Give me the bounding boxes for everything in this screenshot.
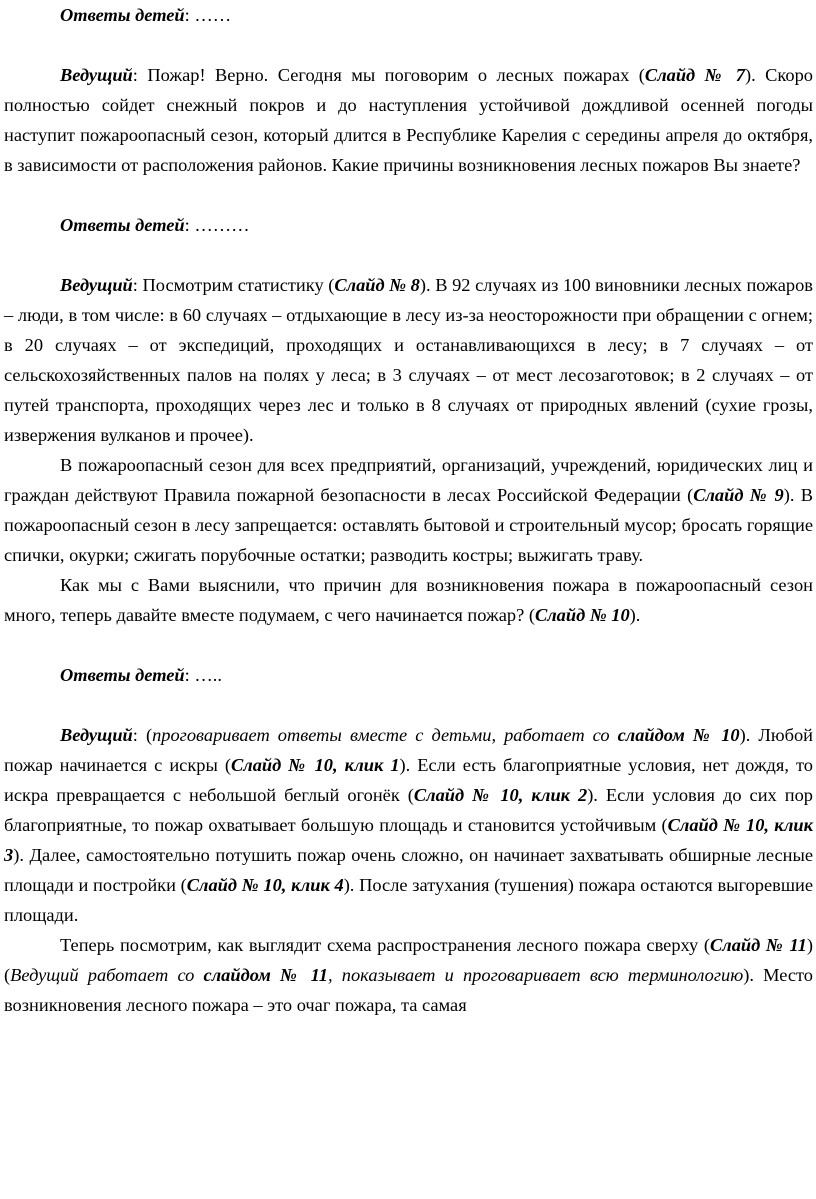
text: : Посмотрим статистику ( — [132, 275, 335, 295]
slide-ref: Слайд № 7 — [644, 65, 745, 85]
paragraph-fire-scheme — [4, 930, 813, 1020]
text: ). В пожароопасный сезон в лесу запрещается: оставлять бытовой и строительный мусор; бросать горящие спички, окурки; сжигать порубочные остатки; разводить костры; выжигать траву. — [4, 485, 813, 565]
slide-ref: Слайд № 9 — [693, 485, 784, 505]
text: ). После затухания (тушения) пожара остаются выгоревшие площади. — [4, 875, 813, 925]
blank-line — [4, 630, 813, 660]
stage-direction: проговаривает ответы вместе с детьми, работает со — [152, 725, 618, 745]
paragraph-fire-rules — [4, 450, 813, 570]
text: ). Любой пожар начинается с искры ( — [4, 725, 813, 775]
stage-direction: , показывает и проговаривает всю терминологию — [327, 965, 744, 985]
text: ). В 92 случаях из 100 виновники лесных пожаров – люди, в том числе: в 60 случаях – отдыхающие в лесу из-за неосторожности при обращении с огнем; в 20 случаях – от экспедиций, проходящих и останавливающихся в лесу; в 7 случаях – от сельскохозяйственных палов на полях у леса; в 3 случаях – от мест лесозаготовок; в 2 случаях – от путей транспорта, проходящих через лес и только в 8 случаях от природных явлений (сухие грозы, извержения вулканов и прочее). — [4, 275, 813, 445]
text: ). Место возникновения лесного пожара – это очаг пожара, та самая — [4, 965, 814, 1015]
paragraph-children-answers-2 — [4, 210, 813, 240]
text: Как мы с Вами выяснили, что причин для возникновения пожара в пожароопасный сезон много, теперь давайте вместе подумаем, с чего начинается пожар? ( — [4, 575, 813, 625]
slide-ref: Слайд № 8 — [334, 275, 420, 295]
blank-line — [4, 690, 813, 720]
slide-ref: Слайд № 10, клик 3 — [4, 815, 813, 865]
text: : ……… — [184, 215, 250, 235]
speaker-label: Ответы детей — [60, 5, 185, 25]
paragraph-children-answers-3 — [4, 660, 813, 690]
speaker-label: Ответы детей — [60, 665, 185, 685]
text: : ( — [132, 725, 153, 745]
paragraph-host-2 — [4, 270, 813, 450]
blank-line — [4, 240, 813, 270]
slide-ref: Слайд № 11 — [710, 935, 807, 955]
slide-ref: слайдом № 11 — [203, 965, 328, 985]
text: ). Если условия до сих пор благоприятные, то пожар охватывает большую площадь и становится устойчивым ( — [4, 785, 813, 835]
text: ). Далее, самостоятельно потушить пожар очень сложно, он начинает захватывать обширные лесные площади и постройки ( — [4, 845, 813, 895]
stage-direction: Ведущий работает со — [10, 965, 204, 985]
text: В пожароопасный сезон для всех предприятий, организаций, учреждений, юридических лиц и граждан действуют Правила пожарной безопасности в лесах Российской Федерации ( — [4, 455, 813, 505]
slide-ref: слайдом № 10 — [617, 725, 740, 745]
slide-ref: Слайд № 10 — [534, 605, 630, 625]
text: Теперь посмотрим, как выглядит схема распространения лесного пожара сверху ( — [60, 935, 710, 955]
text: : …… — [184, 5, 232, 25]
paragraph-host-3 — [4, 720, 813, 930]
blank-line — [4, 30, 813, 60]
text: : ….. — [184, 665, 222, 685]
slide-ref: Слайд № 10, клик 1 — [231, 755, 400, 775]
paragraph-fire-start-question — [4, 570, 813, 630]
speaker-label: Ведущий — [60, 65, 133, 85]
text: ). — [629, 605, 641, 625]
slide-ref: Слайд № 10, клик 4 — [186, 875, 344, 895]
blank-line — [4, 180, 813, 210]
slide-ref: Слайд № 10, клик 2 — [413, 785, 588, 805]
speaker-label: Ответы детей — [60, 215, 185, 235]
paragraph-children-answers-1 — [4, 0, 813, 30]
paragraph-host-1 — [4, 60, 813, 180]
text: : Пожар! Верно. Сегодня мы поговорим о лесных пожарах ( — [132, 65, 645, 85]
speaker-label: Ведущий — [60, 275, 133, 295]
speaker-label: Ведущий — [60, 725, 133, 745]
text: ). Если есть благоприятные условия, нет дождя, то искра превращается с небольшой беглый огонёк ( — [4, 755, 813, 805]
text: ). Скоро полностью сойдет снежный покров и до наступления устойчивой дождливой осенней погоды наступит пожароопасный сезон, который длится в Республике Карелия с середины апреля до октября, в зависимости от расположения районов. Какие причины возникновения лесных пожаров Вы знаете? — [4, 65, 813, 175]
text: ) ( — [4, 935, 813, 985]
